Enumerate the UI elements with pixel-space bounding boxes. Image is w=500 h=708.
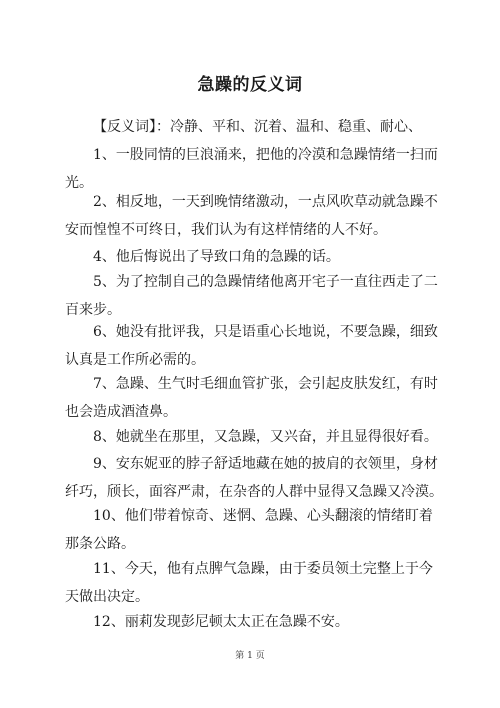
page-title: 急躁的反义词 [197, 75, 303, 95]
paragraph-5: 5、为了控制自己的急躁情绪他离开宅子一直往西走了二百来步。 [65, 274, 438, 318]
paragraph-1: 1、一股同情的巨浪涌来，把他的冷漠和急躁情绪一扫而光。 [65, 147, 438, 191]
paragraph-12: 12、丽莉发现彭尼顿太太正在急躁不安。 [93, 614, 349, 630]
paragraph-11: 11、今天，他有点脾气急躁，由于委员领土完整上于今天做出决定。 [65, 561, 433, 605]
paragraph-8: 8、她就坐在那里，又急躁，又兴奋，并且显得很好看。 [93, 429, 438, 445]
paragraph-9: 9、安东妮亚的脖子舒适地藏在她的披肩的衣领里，身材纤巧，颀长，面容严肃，在杂沓的人群中显得又急躁又冷漠。 [65, 456, 443, 500]
paragraph-4: 4、他后悔说出了导致口角的急躁的话。 [93, 249, 340, 265]
page-number: 第 1 页 [235, 651, 265, 661]
paragraph-7: 7、急躁、生气时毛细血管扩张，会引起皮肤发红，有时也会造成酒渣鼻。 [65, 376, 438, 420]
paragraph-antonyms: 【反义词】：冷静、平和、沉着、温和、稳重、耐心、 [93, 119, 422, 135]
paragraph-2: 2、相反地，一天到晚情绪激动，一点风吹草动就急躁不安而惶惶不可终日，我们认为有这样情绪的人不好。 [65, 194, 438, 238]
paragraph-6: 6、她没有批评我，只是语重心长地说，不要急躁，细致认真是工作所必需的。 [65, 324, 438, 368]
paragraph-10: 10、他们带着惊奇、迷惘、急躁、心头翻滚的情绪盯着那条公路。 [65, 508, 433, 552]
